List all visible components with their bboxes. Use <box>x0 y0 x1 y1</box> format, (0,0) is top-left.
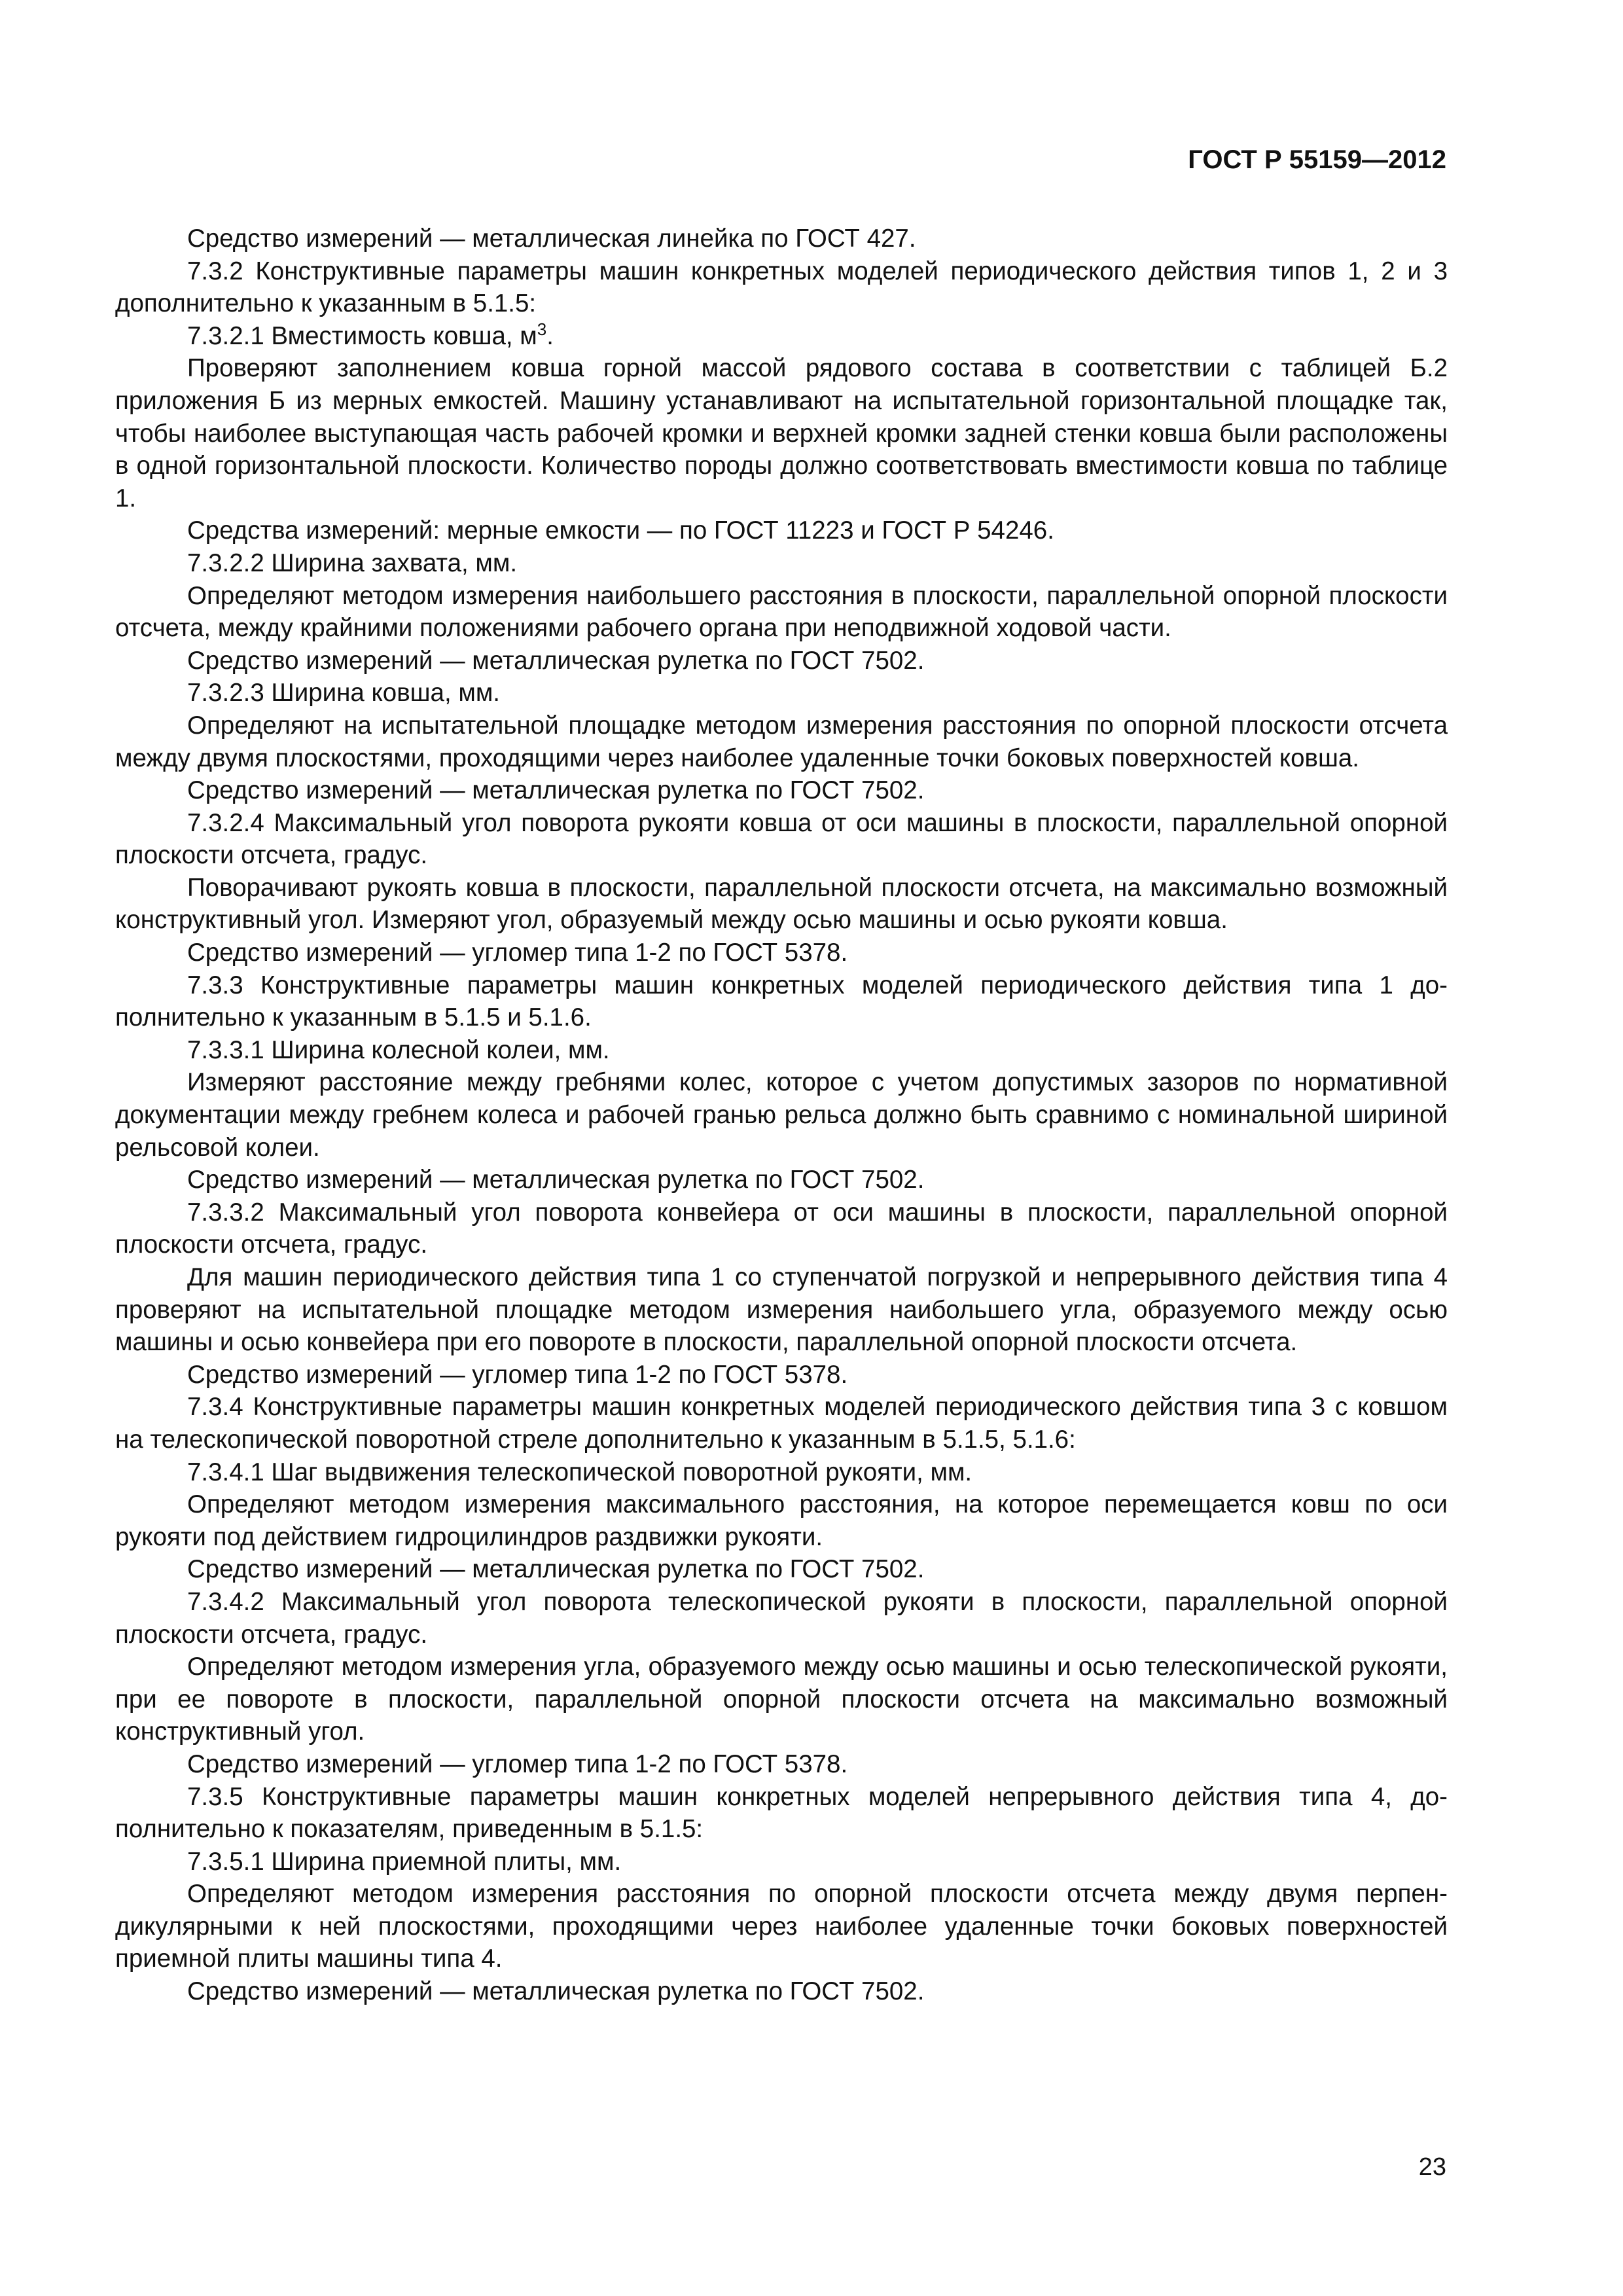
paragraph: Определяют методом измерения расстояния по опорной плоскости отсчета между двумя перпендикулярными к ней плоскостями, проходящими через наиболее удаленные точки боковых поверхностей приемной плиты машины типа 4. <box>115 1880 1448 1973</box>
section-heading: 7.3.2 Конструктивные параметры машин конкретных моделей периодического действия типов 1, 2 и 3 дополнительно к указанным в 5.1.5: <box>115 257 1448 318</box>
paragraph: Средство измерений — металлическая рулетка по ГОСТ 7502. <box>187 1555 925 1584</box>
paragraph: Средство измерений — металлическая рулетка по ГОСТ 7502. <box>187 1166 925 1194</box>
subsection-heading: 7.3.4.2 Максимальный угол поворота телескопической рукояти в плоскости, параллельной опорной плоскости отсчета, градус. <box>115 1587 1448 1649</box>
paragraph: Определяют методом измерения максимального расстояния, на которое перемещается ковш по оси рукояти под действием гидроцилиндров раздвижки рукояти. <box>115 1490 1448 1551</box>
paragraph: Средство измерений — металлическая рулетка по ГОСТ 7502. <box>187 646 925 675</box>
subsection-heading <box>115 320 1448 353</box>
paragraph: Средство измерений — угломер типа 1-2 по ГОСТ 5378. <box>187 1360 848 1389</box>
document-body <box>115 223 1448 2008</box>
paragraph: Средства измерений: мерные емкости — по ГОСТ 11223 и ГОСТ Р 54246. <box>187 516 1054 545</box>
subsection-heading: 7.3.2.2 Ширина захвата, мм. <box>187 548 518 577</box>
paragraph: Определяют методом измерения угла, образуемого между осью машины и осью телескопической рукояти, при ее повороте в плоскости, параллельной опорной плоскости отсчета на максимально возможный конструктивный угол. <box>115 1653 1448 1746</box>
section-heading: 7.3.3 Конструктивные параметры машин конкретных моделей периодического действия типа 1 дополнительно к указанным в 5.1.5 и 5.1.6. <box>115 971 1448 1032</box>
subsection-heading: 7.3.2.4 Максимальный угол поворота рукояти ковша от оси машины в плоскости, параллельной опорной плоскости отсчета, градус. <box>115 808 1448 870</box>
paragraph: Для машин периодического действия типа 1 со ступенчатой погрузкой и непрерывного действия типа 4 проверяют на испытательной площадке методом измерения наибольшего угла, образуемого между осью машины и осью конвейера при его повороте в плоскости, параллельной опорной плоскости отсчета. <box>115 1263 1448 1357</box>
paragraph: Средство измерений — металлическая рулетка по ГОСТ 7502. <box>187 1977 925 2006</box>
section-heading: 7.3.4 Конструктивные параметры машин конкретных моделей периодического действия типа 3 с ковшом на телескопической поворотной стреле дополнительно к указанным в 5.1.5, 5.1.6: <box>115 1393 1448 1454</box>
paragraph: Определяют методом измерения наибольшего расстояния в плоскости, параллельной опорной плоскости отсчета, между крайними положениями рабочего органа при неподвижной ходовой части. <box>115 581 1448 643</box>
paragraph: Средство измерений — угломер типа 1-2 по ГОСТ 5378. <box>187 1749 848 1778</box>
section-heading: 7.3.5 Конструктивные параметры машин конкретных моделей непрерывного действия типа 4, дополнительно к показателям, приведенным в 5.1.5: <box>115 1782 1448 1844</box>
paragraph: Проверяют заполнением ковша горной массой рядового состава в соответствии с таблицей Б.2 приложения Б из мерных емкостей. Машину устанавливают на испытательной горизонтальной площадке так, чтобы наиболее выступающая часть рабочей кромки и верхней кромки задней стенки ковша были расположены в одной горизонтальной плоскости. Количество породы должно соответствовать вместимости ковша по таблице 1. <box>115 354 1448 512</box>
subsection-heading-text: 7.3.2.1 Вместимость ковша, м <box>187 321 537 350</box>
paragraph: Измеряют расстояние между гребнями колес, которое с учетом допустимых зазоров по нормативной документации между гребнем колеса и рабочей гранью рельса должно быть сравнимо с номинальной шириной рельсовой колеи. <box>115 1068 1448 1162</box>
page-number: 23 <box>1418 2153 1446 2181</box>
subsection-heading: 7.3.3.2 Максимальный угол поворота конвейера от оси машины в плоскости, параллельной опорной плоскости отсчета, градус. <box>115 1198 1448 1259</box>
subsection-heading: 7.3.2.3 Ширина ковша, мм. <box>187 679 500 708</box>
paragraph: Определяют на испытательной площадке методом измерения расстояния по опорной плоскости отсчета между двумя плоскостями, проходящими через наиболее удаленные точки боковых поверхностей ковша. <box>115 711 1448 772</box>
paragraph: Средство измерений — угломер типа 1-2 по ГОСТ 5378. <box>187 939 848 967</box>
paragraph: Поворачивают рукоять ковша в плоскости, параллельной плоскости отсчета, на максимально возможный конструктивный угол. Измеряют угол, образуемый между осью машины и осью рукояти ковша. <box>115 873 1448 935</box>
heading-period: . <box>546 321 554 350</box>
standard-code-header: ГОСТ Р 55159—2012 <box>1188 145 1446 174</box>
paragraph: Средство измерений — металлическая рулетка по ГОСТ 7502. <box>187 776 925 805</box>
subsection-heading: 7.3.4.1 Шаг выдвижения телескопической поворотной рукояти, мм. <box>187 1458 972 1486</box>
superscript-power: 3 <box>537 319 547 339</box>
subsection-heading: 7.3.3.1 Ширина колесной колеи, мм. <box>187 1035 610 1064</box>
subsection-heading: 7.3.5.1 Ширина приемной плиты, мм. <box>187 1847 622 1876</box>
paragraph: Средство измерений — металлическая линейка по ГОСТ 427. <box>187 224 916 253</box>
